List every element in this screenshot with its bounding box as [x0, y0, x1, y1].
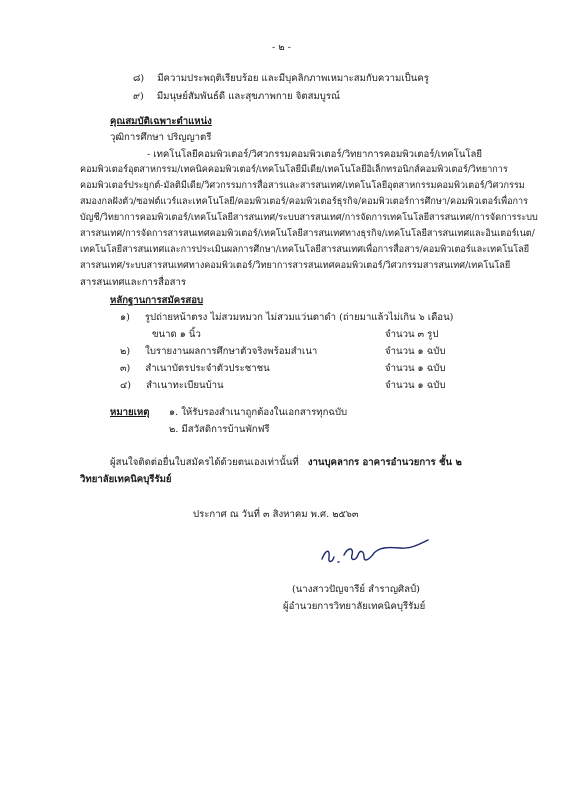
education-line: วุฒิการศึกษา ปริญญาตรี [110, 132, 212, 143]
item-number: ๔) [120, 380, 132, 391]
item-number: ๑) [120, 312, 130, 323]
qualification-item [133, 71, 429, 86]
note-item: ๒. มีสวัสดิการบ้านพักฟรี [169, 424, 270, 435]
evidence-qty: จำนวน ๑ ฉบับ [385, 363, 446, 374]
fields-line: คอมพิวเตอร์ประยุกต์-มัลติมีเดีย/วิศวกรรมการสื่อสารและสารสนเทศ/เทคโนโลยีอุตสาหกรรมคอมพิวเตอร์/วิศวกรรม [80, 181, 525, 191]
signature [318, 535, 438, 575]
evidence-item [120, 361, 270, 376]
fields-line: สารสนเทศ/การจัดการสารสนเทศคอมพิวเตอร์/เทคโนโลยีสารสนเทศทางธุรกิจ/เทคโนโลยีสารสนเทศและอินเตอร์เนต/ [80, 229, 535, 239]
apply-text: ผู้สนใจติดต่อยื่นใบสมัครได้ด้วยตนเองเท่านั้นที่ [110, 457, 299, 468]
evidence-item [120, 378, 224, 393]
item-number: ๓) [120, 363, 131, 374]
item-text: รูปถ่ายหน้าตรง ไม่สวมหมวก ไม่สวมแว่นตาดำ (ถ่ายมาแล้วไม่เกิน ๖ เดือน) [144, 312, 454, 323]
fields-line: เทคโนโลยีสารสนเทศและการประเมินผลการศึกษา/เทคโนโลยีสารสนเทศเพื่อการสื่อสาร/คอมพิวเตอร์และเทคโนโลยี [80, 245, 530, 255]
fields-line: สารสนเทศและการสื่อสาร [80, 277, 187, 288]
evidence-item [120, 310, 453, 325]
fields-line: คอมพิวเตอร์อุตสาหกรรม/เทคนิคคอมพิวเตอร์/เทคโนโลยีมีเดีย/เทคโนโลยีอิเล็กทรอนิกส์คอมพิวเตอร์/วิทยาการ [80, 165, 508, 175]
specific-heading: คุณสมบัติเฉพาะตำแหน่ง [110, 116, 212, 127]
fields-line: สารสนเทศ/ระบบสารสนเทศทางคอมพิวเตอร์/วิทยาการสารสนเทศคอมพิวเตอร์/วิศวกรรมสารสนเทศ/เทคโนโลยี [80, 261, 511, 271]
fields-line: บัญชี/วิทยาการคอมพิวเตอร์/เทคโนโลยีสารสนเทศ/ระบบสารสนเทศ/การจัดการเทคโนโลยีสารสนเทศ/การจัดการระบบ [80, 213, 538, 223]
fields-line: สมองกลฝังตัว/ซอฟต์แวร์และเทคโนโลยี/คอมพิวเตอร์/คอมพิวเตอร์ธุรกิจ/คอมพิวเตอร์การศึกษา/คอมพิวเตอร์เพื่อการ [80, 197, 529, 207]
item-text: สำเนาทะเบียนบ้าน [146, 380, 224, 391]
item-text: มีมนุษย์สัมพันธ์ดี และสุขภาพกาย จิตสมบูรณ์ [156, 91, 340, 102]
item-number: ๘) [133, 73, 145, 84]
item-text: มีความประพฤติเรียบร้อย และมีบุคลิกภาพเหมาะสมกับความเป็นครู [157, 73, 429, 84]
evidence-qty: จำนวน ๑ ฉบับ [385, 346, 446, 357]
evidence-sub: ขนาด ๑ นิ้ว [152, 329, 201, 340]
fields-line: - เทคโนโลยีคอมพิวเตอร์/วิศวกรรมคอมพิวเตอร์/วิทยาการคอมพิวเตอร์/เทคโนโลยี [147, 149, 483, 160]
qualification-item [133, 89, 340, 104]
signer-name: (นางสาวปัญจารีย์ สำราญศิลป์) [292, 584, 420, 595]
evidence-item [120, 344, 317, 359]
note-label: หมายเหตุ [110, 407, 150, 418]
announce-date: ประกาศ ณ วันที่ ๓ สิงหาคม พ.ศ. ๒๕๖๓ [193, 509, 359, 520]
apply-line [110, 455, 462, 470]
note-item: ๑. ให้รับรองสำเนาถูกต้องในเอกสารทุกฉบับ [169, 407, 348, 418]
item-text: สำเนาบัตรประจำตัวประชาชน [145, 363, 270, 374]
evidence-qty: จำนวน ๑ ฉบับ [385, 380, 446, 391]
item-number: ๙) [133, 91, 144, 102]
apply-college: วิทยาลัยเทคนิคบุรีรัมย์ [80, 474, 172, 485]
evidence-qty: จำนวน ๓ รูป [385, 329, 439, 340]
page-number: - ๒ - [272, 42, 291, 53]
item-number: ๒) [120, 346, 131, 357]
signer-title: ผู้อำนวยการวิทยาลัยเทคนิคบุรีรัมย์ [283, 601, 426, 612]
item-text: ใบรายงานผลการศึกษาตัวจริงพร้อมสำเนา [145, 346, 318, 357]
apply-location: งานบุคลากร อาคารอำนวยการ ชั้น ๒ [307, 457, 462, 468]
evidence-heading: หลักฐานการสมัครสอบ [110, 295, 204, 306]
